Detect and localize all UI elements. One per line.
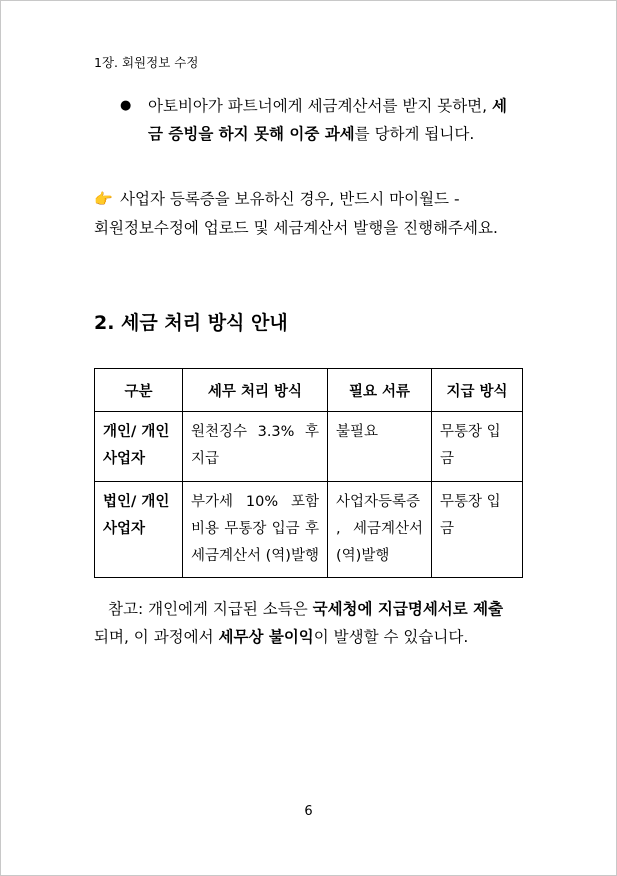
reference-paragraph — [94, 595, 514, 651]
column-header: 필요 서류 — [328, 369, 432, 412]
column-header: 세무 처리 방식 — [183, 369, 328, 412]
column-header: 구분 — [95, 369, 183, 412]
column-header: 지급 방식 — [432, 369, 523, 412]
reference-middle: 되며, 이 과정에서 — [94, 628, 219, 646]
notice-line-1: 사업자 등록증을 보유하신 경우, 반드시 마이월드 - — [120, 190, 460, 208]
chapter-header: 1장. 회원정보 수정 — [94, 55, 199, 70]
bullet-text — [148, 92, 520, 148]
documents-cell: 사업자등록증 , 세금계산서 (역)발행 — [328, 482, 432, 578]
bullet-dot-icon: ● — [120, 98, 132, 113]
bullet-bold-text: 세금 증빙을 하지 못해 이중 과세 — [148, 97, 507, 143]
reference-bold-2: 세무상 불이익 — [218, 628, 314, 646]
method-cell: 부가세 10% 포함 비용 무통장 입금 후 세금계산서 (역)발행 — [183, 482, 328, 578]
bullet-text-after: 를 당하게 됩니다. — [354, 125, 475, 143]
category-cell: 법인/ 개인사업자 — [95, 482, 183, 578]
table-row — [95, 412, 523, 482]
table-row — [95, 482, 523, 578]
table-header-row — [95, 369, 523, 412]
payment-cell: 무통장 입금 — [432, 482, 523, 578]
section-title: 2. 세금 처리 방식 안내 — [94, 312, 288, 334]
reference-prefix: 참고: 개인에게 지급된 소득은 — [108, 600, 313, 618]
notice-line-2: 회원정보수정에 업로드 및 세금계산서 발행을 진행해주세요. — [94, 219, 498, 237]
pointing-hand-icon: 👉 — [94, 190, 113, 208]
bullet-text-before: 아토비아가 파트너에게 세금계산서를 받지 못하면, — [148, 97, 492, 115]
bullet-item — [120, 92, 520, 148]
notice-paragraph — [94, 185, 524, 243]
reference-bold-1: 국세청에 지급명세서로 제출 — [312, 600, 504, 618]
category-cell: 개인/ 개인사업자 — [95, 412, 183, 482]
page-number: 6 — [304, 804, 313, 819]
payment-cell: 무통장 입금 — [432, 412, 523, 482]
method-cell: 원천징수 3.3% 후 지급 — [183, 412, 328, 482]
tax-method-table — [94, 368, 523, 578]
reference-suffix: 이 발생할 수 있습니다. — [313, 628, 469, 646]
documents-cell: 불필요 — [328, 412, 432, 482]
